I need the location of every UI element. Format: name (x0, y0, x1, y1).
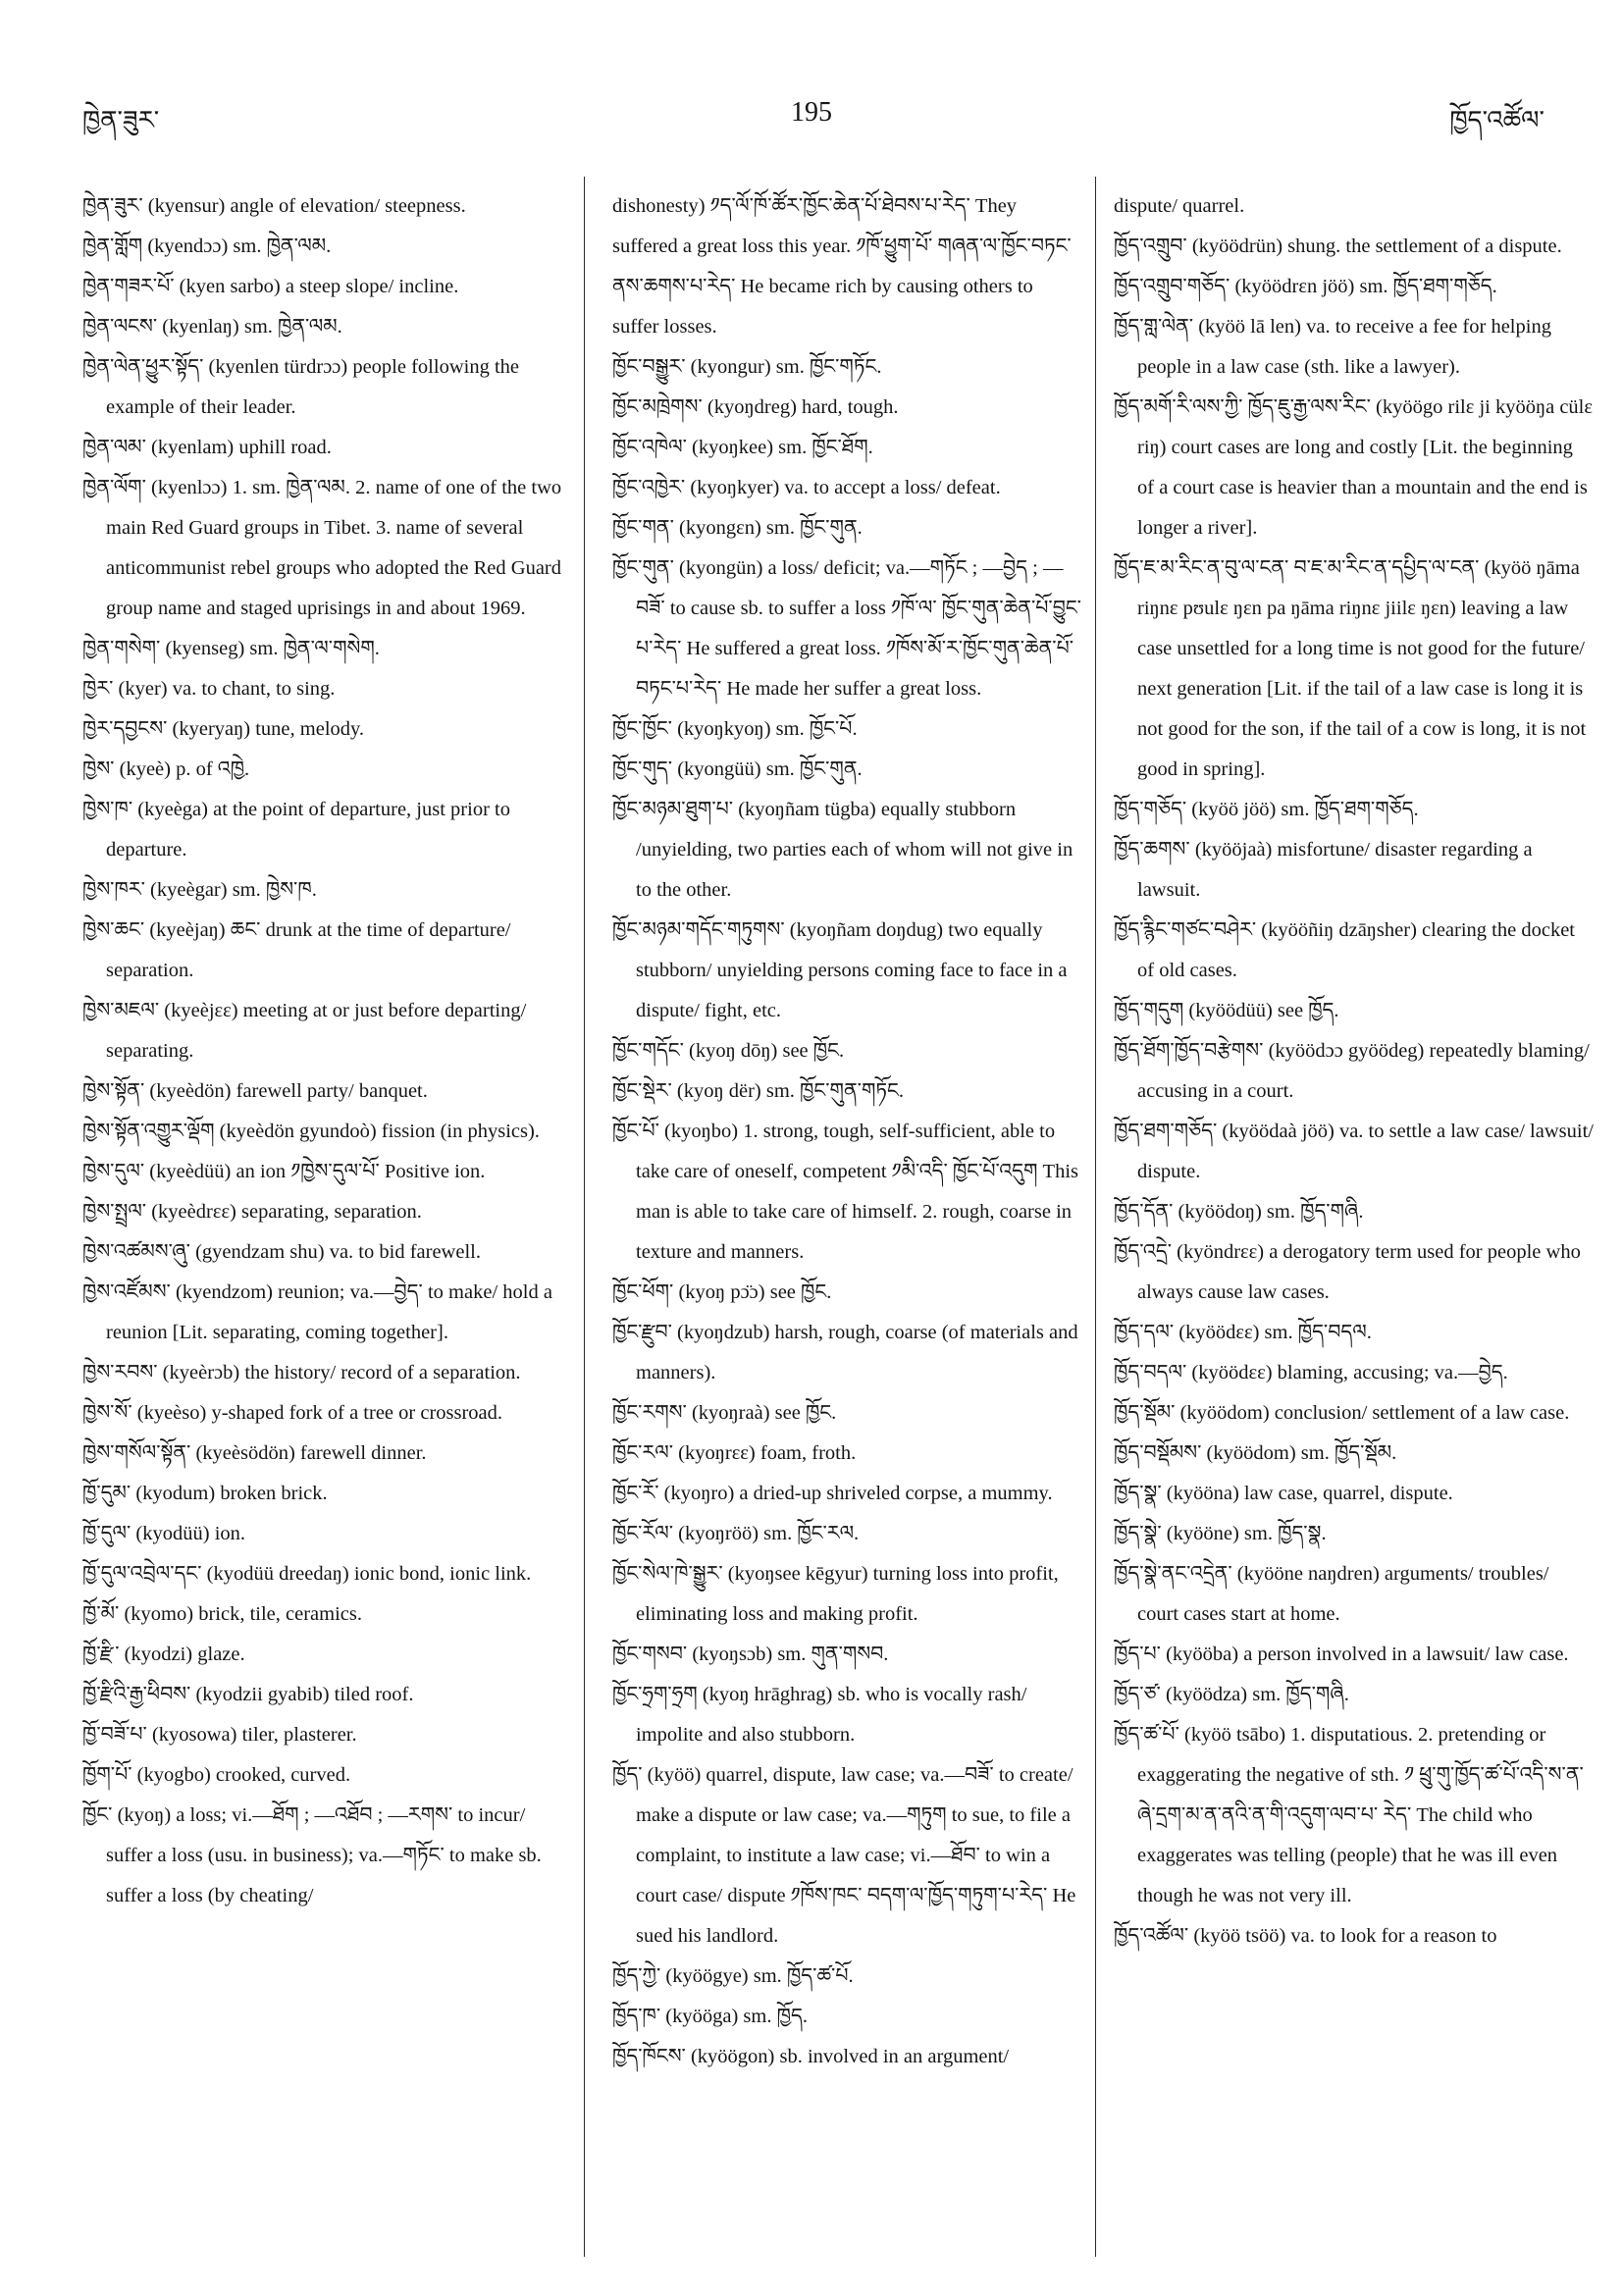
dictionary-entry: ཁྱེས་མཇལ་ (kyeèjɛɛ) meeting at or just before departing/ separating. (82, 1000, 527, 1062)
dictionary-entry: ཁྱོད་ཐོག་ཁྱོད་བརྩེགས་ (kyöödɔɔ gyöödeg) repeatedly blaming/ accusing in a court. (1114, 1040, 1590, 1102)
dictionary-entry: ཁྱོ་མོ་ (kyomo) brick, tile, ceramics. (82, 1603, 362, 1625)
dictionary-entry: ཁྱོང་འཁེལ་ (kyoŋkee) sm. ཁྱོང་ཐོག. (612, 437, 873, 458)
dictionary-entry: ཁྱོད་པ་ (kyööba) a person involved in a lawsuit/ law case. (1114, 1644, 1569, 1665)
dictionary-entry: ཁྱོང་རལ་ (kyoŋrɛɛ) foam, froth. (612, 1442, 857, 1464)
dictionary-entry: ཁྱོད་དོན་ (kyöödoŋ) sm. ཁྱོད་གཞི. (1114, 1201, 1364, 1223)
dictionary-entry: ཁྱོང་གུན་ (kyongün) a loss/ deficit; va.—གཏོང ; —བྱེད ; —བཟོ་ to cause sb. to suffer a loss ༡ཁོ་ལ་ ཁྱོང་གུན་ཆེན་པོ་བྱུང་པ་རེད་ He suffered a great loss. ༡ཁོས་མོ་ར་ཁྱོང་གུན་ཆེན་པོ་བཏང་པ་རེད་ He made her suffer a great loss. (612, 557, 1081, 700)
column-divider-right (1095, 177, 1096, 2257)
dictionary-entry: ཁྱོང་སེལ་ཁེ་སྒྱུར་ (kyoŋsee kēgyur) turning loss into profit, eliminating loss and making profit. (612, 1563, 1059, 1625)
dictionary-entry: dishonesty) ༡ད་ལོ་ཁོ་ཚོར་ཁྱོང་ཆེན་པོ་ཐེབས་པ་རེད་ They suffered a great loss this year. ༡ཁོ་ཕྱུག་པོ་ གཞན་ལ་ཁྱོང་བཏང་ནས་ཆགས་པ་རེད་ He became rich by causing others to suffer losses. (612, 195, 1072, 338)
dictionary-entry: ཁྱོག་པོ་ (kyogbo) crooked, curved. (82, 1764, 351, 1786)
dictionary-entry: ཁྱེར་ (kyer) va. to chant, to sing. (82, 678, 336, 700)
dictionary-entry: ཁྱོད་འགྲུབ་ (kyöödrün) shung. the settlement of a dispute. (1114, 235, 1562, 257)
right-running-head: ཁྱོད་འཚོལ་ (1449, 106, 1544, 134)
dictionary-entry: ཁྱོད་སྣ་ (kyööna) law case, quarrel, dispute. (1114, 1483, 1453, 1504)
dictionary-entry: ཁྱེས་ཁ་ (kyeèga) at the point of departure, just prior to departure. (82, 799, 510, 861)
dictionary-entry: ཁྱོང་གདོང་ (kyoŋ dōŋ) see ཁྱོང. (612, 1040, 845, 1062)
dictionary-entry: ཁྱེན་གཟར་པོ་ (kyen sarbo) a steep slope/ incline. (82, 276, 459, 297)
dictionary-entry: ཁྱོད་ཀྱེ་ (kyöögye) sm. ཁྱོད་ཚ་པོ. (612, 1965, 854, 1987)
dictionary-entry: ཁྱེས་སྟོན་ (kyeèdön) farewell party/ banquet. (82, 1080, 428, 1102)
dictionary-entry: ཁྱོང་པོ་ (kyoŋbo) 1. strong, tough, self-sufficient, able to take care of oneself, competent ༡མི་འདི་ ཁྱོང་པོ་འདུག This man is able to take care of himself. 2. rough, coarse in texture and manners. (612, 1121, 1078, 1263)
dictionary-entry: ཁྱོང་གན་ (kyongɛn) sm. ཁྱོང་གུན. (612, 517, 863, 539)
dictionary-entry: ཁྱོད་མགོ་རི་ལས་ཀྱི་ ཁྱོད་ཇུ་རྒྱ་ལས་རིང་ (kyöögo rilɛ ji kyööŋa cülɛ riŋ) court cases are long and costly [Lit. the beginning of a court case is heavier than a mountain and the end is longer a river]. (1114, 396, 1593, 539)
dictionary-entry: ཁྱེན་གློག (kyendɔɔ) sm. ཁྱེན་ལམ. (82, 235, 332, 257)
dictionary-entry: ཁྱོང་རྫུབ་ (kyoŋdzub) harsh, rough, coarse (of materials and manners). (612, 1322, 1078, 1383)
dictionary-entry: ཁྱོང་ཕོག་ (kyoŋ pɔ̈ɔ) see ཁྱོང. (612, 1281, 832, 1303)
dictionary-entry: ཁྱོད་འགྲུབ་གཅོད་ (kyöödrɛn jöö) sm. ཁྱོད་ཐག་གཅོད. (1114, 276, 1497, 297)
left-running-head: ཁྱེན་ཟུར་ (82, 106, 160, 134)
dictionary-entry: ཁྱེས་འཚམས་ཞུ་ (gyendzam shu) va. to bid farewell. (82, 1241, 481, 1263)
dictionary-entry: ཁྱོང་ (kyoŋ) a loss; vi.—ཐོག ; —འཐོབ ; —རགས་ to incur/ suffer a loss (usu. in business); va.—གཏོང་ to make sb. suffer a loss (by cheating/ (82, 1804, 542, 1906)
dictionary-entry: ཁྱེས་རབས་ (kyeèrɔb) the history/ record of a separation. (82, 1362, 521, 1383)
dictionary-entry: ཁྱོང་གུད་ (kyongüü) sm. ཁྱོང་གུན. (612, 758, 863, 780)
dictionary-entry: ཁྱོད་དལ་ (kyöödɛɛ) sm. ཁྱོད་བདལ. (1114, 1322, 1372, 1343)
dictionary-entry: dispute/ quarrel. (1114, 195, 1245, 217)
dictionary-entry: ཁྱོད་བདལ་ (kyöödɛɛ) blaming, accusing; va.—བྱེད. (1114, 1362, 1508, 1383)
dictionary-entry: ཁྱོང་མཁྲེགས་ (kyoŋdreg) hard, tough. (612, 396, 899, 418)
dictionary-entry: ཁྱོད་ཇ་མ་རིང་ན་བུ་ལ་ངན་ བ་ཇ་མ་རིང་ན་དཔྱིད་ལ་ངན་ (kyöö ŋāma riŋnɛ pʊulɛ ŋɛn pa ŋāma riŋnɛ jiilɛ ŋɛn) leaving a law case unsettled for a long time is not good for the future/ next generation [Lit. if the tail of a law case is long it is not good for the son, if the tail of a cow is long, it is not good in spring]. (1114, 557, 1587, 780)
column-divider-left (584, 177, 585, 2257)
dictionary-entry: ཁྱེས་ (kyeè) p. of འཁྱེ. (82, 758, 250, 780)
dictionary-entry: ཁྱོང་སྡེར་ (kyoŋ dër) sm. ཁྱོང་གུན་གཏོང. (612, 1080, 904, 1102)
dictionary-entry: ཁྱོད་ཐག་གཅོད་ (kyöödaà jöö) va. to settle a law case/ lawsuit/ dispute. (1114, 1121, 1594, 1182)
column-1 (82, 186, 573, 2267)
dictionary-entry: ཁྱེར་དབྱངས་ (kyeryaŋ) tune, melody. (82, 718, 365, 740)
dictionary-entry: ཁྱེན་ཟུར་ (kyensur) angle of elevation/ steepness. (82, 195, 466, 217)
dictionary-entry: ཁྱོད་སྣེ་ (kyööne) sm. ཁྱོད་སྣ. (1114, 1523, 1327, 1544)
dictionary-entry: ཁྱོད་ (kyöö) quarrel, dispute, law case; va.—བཟོ་ to create/ make a dispute or law case; va.—གཏུག to sue, to file a complaint, to institute a law case; vi.—ཐོབ་ to win a court case/ dispute ༡ཁོས་ཁང་ བདག་ལ་ཁྱོད་གཏུག་པ་རེད་ He sued his landlord. (612, 1764, 1076, 1947)
dictionary-entry: ཁྱེན་གསེག་ (kyenseg) sm. ཁྱེན་ལ་གསེག. (82, 638, 380, 659)
dictionary-entry: ཁྱོད་གླ་ལེན་ (kyöö lā len) va. to receive a fee for helping people in a law case (sth. like a lawyer). (1114, 316, 1551, 378)
dictionary-entry: ཁྱེས་སོ་ (kyeèso) y-shaped fork of a tree or crossroad. (82, 1402, 503, 1424)
dictionary-entry: ཁྱོད་ཚ་པོ་ (kyöö tsābo) 1. disputatious. 2. pretending or exaggerating the negative of sth. ༡ ཕྲུ་གུ་ཁྱོད་ཚ་པོ་འདི་ས་ན་ཞེ་དྲག་མ་ན་ནའི་ན་གི་འདུག་ལབ་པ་ རེད་ The child who exaggerates was telling (people) that he was ill even though he was not very ill. (1114, 1724, 1584, 1906)
dictionary-entry: ཁྱོ་དུལ་འབྲེལ་དང་ (kyodüü dreedaŋ) ionic bond, ionic link. (82, 1563, 532, 1585)
dictionary-entry: ཁྱོ་དུམ་ (kyodum) broken brick. (82, 1483, 328, 1504)
column-2 (612, 186, 1081, 2267)
dictionary-entry: ཁྱོད་གདུག (kyöödüü) see ཁྱོད. (1114, 1000, 1339, 1021)
dictionary-entry: ཁྱོད་སྡོམ་ (kyöödom) conclusion/ settlement of a law case. (1114, 1402, 1570, 1424)
dictionary-entry: ཁྱོ་བཟོ་པ་ (kyosowa) tiler, plasterer. (82, 1724, 357, 1746)
dictionary-entry: ཁྱོང་རོལ་ (kyoŋröö) sm. ཁྱོང་རལ. (612, 1523, 860, 1544)
dictionary-entry: ཁྱོད་ཁ་ (kyööga) sm. ཁྱོད. (612, 2006, 808, 2027)
dictionary-entry: ཁྱོད་གཅོད་ (kyöö jöö) sm. ཁྱོད་ཐག་གཅོད. (1114, 799, 1419, 820)
dictionary-entry: ཁྱེས་འཛོམས་ (kyendzom) reunion; va.—བྱེད་ to make/ hold a reunion [Lit. separating, coming together]. (82, 1281, 552, 1343)
dictionary-entry: ཁྱོང་གསབ་ (kyoŋsɔb) sm. གུན་གསབ. (612, 1644, 889, 1665)
dictionary-entry: ཁྱོད་སྣེ་ནང་འདྲེན་ (kyööne naŋdren) arguments/ troubles/ court cases start at home. (1114, 1563, 1549, 1625)
dictionary-entry: ཁྱོང་མཉམ་གདོང་གཏུགས་ (kyoŋñam doŋdug) two equally stubborn/ unyielding persons coming face to face in a dispute/ fight, etc. (612, 919, 1068, 1021)
dictionary-entry: ཁྱོང་འཁྱེར་ (kyoŋkyer) va. to accept a loss/ defeat. (612, 477, 1001, 498)
dictionary-entry: ཁྱེན་ལམ་ (kyenlam) uphill road. (82, 437, 332, 458)
dictionary-entry: ཁྱོང་རགས་ (kyoŋraà) see ཁྱོང. (612, 1402, 837, 1424)
dictionary-entry: ཁྱོང་ཁྱོང་ (kyoŋkyoŋ) sm. ཁྱོང་པོ. (612, 718, 858, 740)
dictionary-entry: ཁྱོད་རྙིང་གཙང་བཤེར་ (kyööñiŋ dzāŋsher) clearing the docket of old cases. (1114, 919, 1575, 981)
dictionary-entry: ཁྱོང་རོ་ (kyoŋro) a dried-up shriveled corpse, a mummy. (612, 1483, 1053, 1504)
dictionary-entry: ཁྱོང་མཉམ་ཐུག་པ་ (kyoŋñam tügba) equally stubborn /unyielding, two parties each of whom will not give in to the other. (612, 799, 1073, 901)
dictionary-entry: ཁྱོང་བསྒྱུར་ (kyongur) sm. ཁྱོང་གཏོང. (612, 356, 882, 378)
dictionary-entry: ཁྱོ་རྫི་ (kyodzi) glaze. (82, 1644, 245, 1665)
dictionary-entry: ཁྱེས་ཆང་ (kyeèjaŋ) ཆང་ drunk at the time of departure/ separation. (82, 919, 511, 981)
dictionary-entry: ཁྱེས་གསོལ་སྟོན་ (kyeèsödön) farewell dinner. (82, 1442, 427, 1464)
dictionary-entry: ཁྱེན་ལངས་ (kyenlaŋ) sm. ཁྱེན་ལམ. (82, 316, 342, 338)
dictionary-entry: ཁྱེས་དུལ་ (kyeèdüü) an ion ༡ཁྱེས་དུལ་པོ་ Positive ion. (82, 1161, 486, 1182)
dictionary-entry: ཁྱེས་སྟོན་འགྱུར་ལྡོག (kyeèdön gyundoò) fission (in physics). (82, 1121, 540, 1142)
dictionary-entry: ཁྱོད་བསྡོམས་ (kyöödom) sm. ཁྱོད་སྡོམ. (1114, 1442, 1397, 1464)
dictionary-entry: ཁྱེས་ཁར་ (kyeègar) sm. ཁྱེས་ཁ. (82, 879, 317, 901)
page-number: 195 (791, 97, 832, 128)
dictionary-entry: ཁྱོ་རྫིའི་རྒྱ་ཕིབས་ (kyodzii gyabib) tiled roof. (82, 1684, 414, 1705)
dictionary-entry: ཁྱོ་དུལ་ (kyodüü) ion. (82, 1523, 246, 1544)
dictionary-entry: ཁྱེན་ལེན་ཕྱུར་སྟོད་ (kyenlen türdrɔɔ) people following the example of their leader. (82, 356, 519, 418)
dictionary-entry: ཁྱེན་ལོག་ (kyenlɔɔ) 1. sm. ཁྱེན་ལམ. 2. name of one of the two main Red Guard groups in Tibet. 3. name of several anticommunist rebel groups who adopted the Red Guard group name and staged uprisings in and about 1969. (82, 477, 562, 619)
dictionary-entry: ཁྱོང་ཧྲག་ཧྲག (kyoŋ hrāghrag) sb. who is vocally rash/ impolite and also stubborn. (612, 1684, 1027, 1746)
column-3 (1114, 186, 1595, 2267)
dictionary-entry: ཁྱོད་ཆགས་ (kyööjaà) misfortune/ disaster regarding a lawsuit. (1114, 839, 1533, 901)
dictionary-entry: ཁྱེས་སྤྲལ་ (kyeèdrɛɛ) separating, separation. (82, 1201, 422, 1223)
dictionary-entry: ཁྱོད་ཙ་ (kyöödza) sm. ཁྱོད་གཞི. (1114, 1684, 1349, 1705)
dictionary-entry: ཁྱོད་ཁོངས་ (kyöögon) sb. involved in an argument/ (612, 2046, 1010, 2067)
dictionary-entry: ཁྱོད་འཚོལ་ (kyöö tsöö) va. to look for a reason to (1114, 1925, 1497, 1947)
dictionary-entry: ཁྱོད་འདྲེ་ (kyöndrɛɛ) a derogatory term used for people who always cause law cases. (1114, 1241, 1581, 1303)
